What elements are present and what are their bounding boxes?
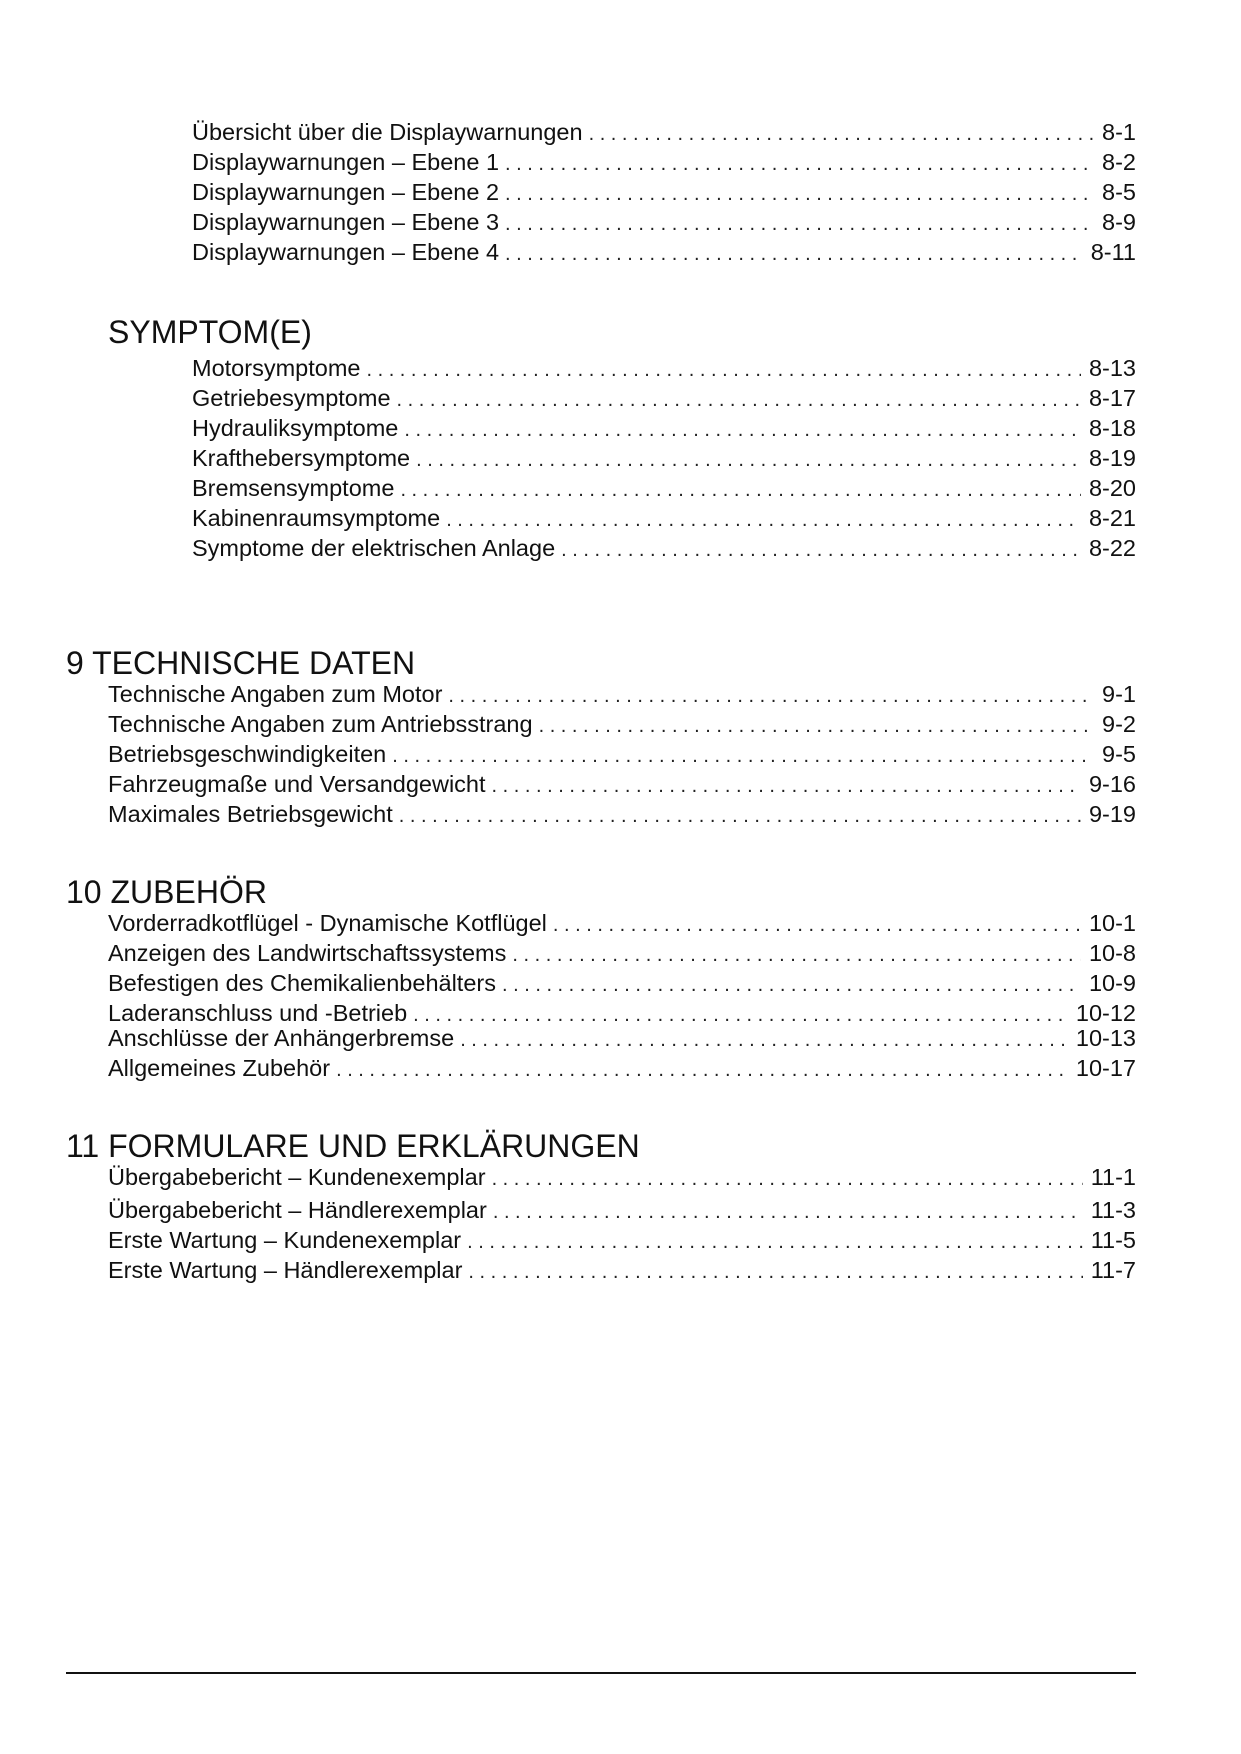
dot-leader xyxy=(589,120,1094,148)
toc-entry-label: Erste Wartung – Händlerexemplar xyxy=(108,1257,463,1283)
dot-leader xyxy=(505,210,1094,238)
toc-entry-page: 9-16 xyxy=(1088,771,1136,797)
dot-leader xyxy=(493,1198,1083,1226)
toc-entry[interactable] xyxy=(192,414,1136,444)
toc-entry-page: 8-13 xyxy=(1088,355,1136,381)
dot-leader xyxy=(446,506,1081,534)
toc-entry-label: Erste Wartung – Kundenexemplar xyxy=(108,1227,462,1253)
toc-entry-label: Vorderradkotflügel - Dynamische Kotflügel xyxy=(108,910,547,936)
chapter-heading-9[interactable]: 9 TECHNISCHE DATEN xyxy=(66,645,416,681)
toc-entry-page: 10-1 xyxy=(1088,910,1136,936)
toc-entry-label: Übersicht über die Displaywarnungen xyxy=(192,119,583,145)
toc-entry[interactable] xyxy=(108,909,1136,939)
toc-entry[interactable] xyxy=(108,1226,1136,1256)
chapter-heading-10[interactable]: 10 ZUBEHÖR xyxy=(66,874,267,910)
dot-leader xyxy=(539,712,1094,740)
toc-entry[interactable] xyxy=(108,1196,1136,1226)
toc-entry-page: 8-11 xyxy=(1090,239,1136,265)
dot-leader xyxy=(366,356,1080,384)
toc-entry-page: 10-12 xyxy=(1075,1000,1136,1026)
toc-entry-label: Anschlüsse der Anhängerbremse xyxy=(108,1025,455,1051)
toc-entry-label: Betriebsgeschwindigkeiten xyxy=(108,741,387,767)
toc-entry-page: 11-3 xyxy=(1090,1197,1136,1223)
toc-entry-label: Symptome der elektrischen Anlage xyxy=(192,535,556,561)
dot-leader xyxy=(561,536,1081,564)
toc-entry-page: 10-13 xyxy=(1075,1025,1136,1051)
toc-entry[interactable] xyxy=(108,770,1136,800)
footer-rule xyxy=(66,1672,1136,1674)
toc-entry[interactable] xyxy=(108,1054,1136,1084)
toc-entry-page: 11-5 xyxy=(1090,1227,1136,1253)
toc-entry[interactable] xyxy=(192,208,1136,238)
dot-leader xyxy=(505,150,1094,178)
dot-leader xyxy=(397,386,1081,414)
toc-entry[interactable] xyxy=(192,118,1136,148)
toc-entry-label: Motorsymptome xyxy=(192,355,361,381)
dot-leader xyxy=(467,1228,1083,1256)
dot-leader xyxy=(492,772,1081,800)
toc-entry-page: 8-17 xyxy=(1088,385,1136,411)
dot-leader xyxy=(336,1056,1068,1084)
toc-entry-page: 10-9 xyxy=(1088,970,1136,996)
toc-entry[interactable] xyxy=(192,474,1136,504)
toc-entry-label: Übergabebericht – Kundenexemplar xyxy=(108,1164,486,1190)
toc-entry-page: 11-1 xyxy=(1090,1164,1136,1190)
dot-leader xyxy=(392,742,1094,770)
dot-leader xyxy=(400,476,1081,504)
toc-entry-page: 9-2 xyxy=(1102,711,1136,737)
dot-leader xyxy=(460,1026,1068,1054)
toc-entry[interactable] xyxy=(192,238,1136,268)
dot-leader xyxy=(512,941,1081,969)
toc-entry-label: Krafthebersymptome xyxy=(192,445,411,471)
toc-entry[interactable] xyxy=(108,800,1136,830)
dot-leader xyxy=(399,802,1081,830)
toc-entry[interactable] xyxy=(192,534,1136,564)
toc-entry-page: 8-1 xyxy=(1102,119,1136,145)
toc-entry[interactable] xyxy=(108,1024,1136,1054)
toc-entry-page: 9-19 xyxy=(1088,801,1136,827)
toc-entry-label: Getriebesymptome xyxy=(192,385,391,411)
toc-entry-label: Technische Angaben zum Antriebsstrang xyxy=(108,711,533,737)
toc-entry-label: Befestigen des Chemikalienbehälters xyxy=(108,970,496,996)
toc-entry-page: 8-5 xyxy=(1102,179,1136,205)
toc-entry-page: 8-20 xyxy=(1088,475,1136,501)
toc-entry-label: Anzeigen des Landwirtschaftssystems xyxy=(108,940,507,966)
toc-entry-label: Hydrauliksymptome xyxy=(192,415,399,441)
toc-entry-label: Displaywarnungen – Ebene 1 xyxy=(192,149,500,175)
toc-entry[interactable] xyxy=(192,504,1136,534)
dot-leader xyxy=(502,971,1081,999)
toc-entry[interactable] xyxy=(192,178,1136,208)
dot-leader xyxy=(416,446,1081,474)
toc-entry-label: Laderanschluss und -Betrieb xyxy=(108,1000,408,1026)
toc-entry[interactable] xyxy=(192,444,1136,474)
toc-entry-page: 10-17 xyxy=(1075,1055,1136,1081)
toc-entry[interactable] xyxy=(108,969,1136,999)
toc-entry-label: Displaywarnungen – Ebene 3 xyxy=(192,209,500,235)
toc-entry[interactable] xyxy=(192,384,1136,414)
toc-entry-label: Bremsensymptome xyxy=(192,475,395,501)
dot-leader xyxy=(468,1258,1082,1286)
toc-entry-page: 8-22 xyxy=(1088,535,1136,561)
toc-entry-page: 10-8 xyxy=(1088,940,1136,966)
toc-entry[interactable] xyxy=(108,1163,1136,1193)
toc-entry-label: Displaywarnungen – Ebene 4 xyxy=(192,239,500,265)
toc-entry[interactable] xyxy=(108,710,1136,740)
dot-leader xyxy=(553,911,1081,939)
toc-entry[interactable] xyxy=(192,354,1136,384)
toc-entry-label: Übergabebericht – Händlerexemplar xyxy=(108,1197,487,1223)
dot-leader xyxy=(505,180,1094,208)
toc-entry-page: 9-1 xyxy=(1102,681,1136,707)
dot-leader xyxy=(404,416,1081,444)
toc-entry[interactable] xyxy=(108,939,1136,969)
chapter-heading-11[interactable]: 11 FORMULARE UND ERKLÄRUNGEN xyxy=(66,1128,640,1164)
toc-entry-label: Allgemeines Zubehör xyxy=(108,1055,331,1081)
toc-entry[interactable] xyxy=(108,740,1136,770)
toc-entry-label: Kabinenraumsymptome xyxy=(192,505,441,531)
toc-entry-page: 9-5 xyxy=(1102,741,1136,767)
toc-entry[interactable] xyxy=(108,1256,1136,1286)
toc-entry-page: 8-21 xyxy=(1088,505,1136,531)
toc-entry-label: Maximales Betriebsgewicht xyxy=(108,801,393,827)
toc-entry-label: Displaywarnungen – Ebene 2 xyxy=(192,179,500,205)
toc-entry[interactable] xyxy=(108,680,1136,710)
toc-entry-page: 8-18 xyxy=(1088,415,1136,441)
toc-entry-label: Technische Angaben zum Motor xyxy=(108,681,443,707)
section-heading-symptoms[interactable]: SYMPTOM(E) xyxy=(108,314,312,350)
dot-leader xyxy=(492,1165,1083,1193)
toc-entry-page: 11-7 xyxy=(1090,1257,1136,1283)
toc-entry-label: Fahrzeugmaße und Versandgewicht xyxy=(108,771,486,797)
dot-leader xyxy=(448,682,1094,710)
toc-entry-page: 8-9 xyxy=(1102,209,1136,235)
toc-entry[interactable] xyxy=(192,148,1136,178)
toc-entry-page: 8-19 xyxy=(1088,445,1136,471)
dot-leader xyxy=(505,240,1083,268)
toc-entry-page: 8-2 xyxy=(1102,149,1136,175)
